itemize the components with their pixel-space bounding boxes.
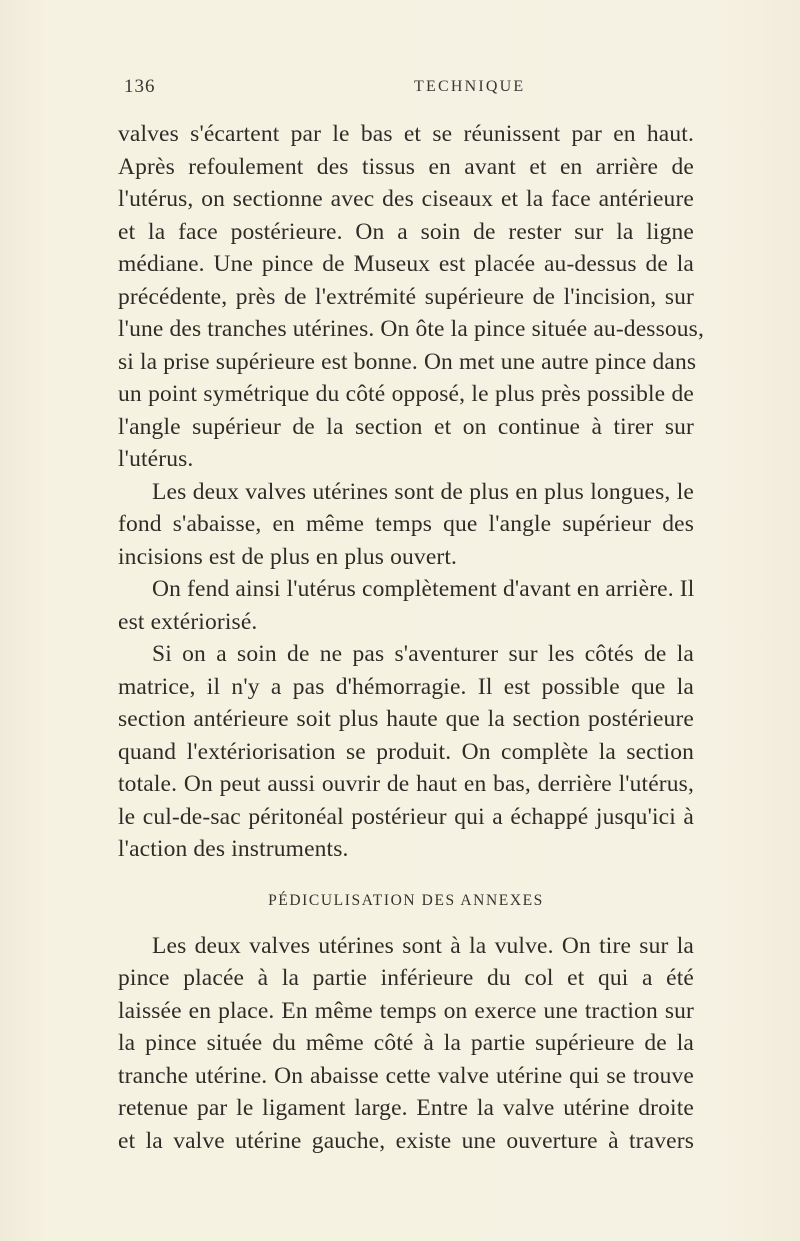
text-line: retenue par le ligament large. Entre la valve utérine droite: [118, 1095, 694, 1121]
text-line: et la face postérieure. On a soin de rester sur la ligne: [118, 218, 694, 245]
text-line: fond s'abaisse, en même temps que l'angle supérieur des: [118, 511, 694, 537]
text-line: Si on a soin de ne pas s'aventurer sur les côtés de la: [152, 641, 694, 667]
text-line: On fend ainsi l'utérus complètement d'avant en arrière. Il: [152, 576, 695, 602]
text-line: quand l'extériorisation se produit. On complète la section: [118, 738, 694, 765]
running-title: TECHNIQUE: [414, 78, 526, 95]
paragraph: [118, 930, 694, 1158]
text-line: valves s'écartent par le bas et se réunissent par en haut.: [118, 121, 694, 147]
text-line: matrice, il n'y a pas d'hémorragie. Il est possible que la: [118, 673, 694, 700]
text-line: totale. On peut aussi ouvrir de haut en bas, derrière l'utérus,: [118, 771, 694, 797]
body-text: [118, 118, 704, 1157]
text-line: Les deux valves utérines sont à la vulve. On tire sur la: [152, 932, 694, 959]
paragraph: [118, 573, 694, 638]
text-line: tranche utérine. On abaisse cette valve utérine qui se trouve: [118, 1062, 694, 1089]
text-line: si la prise supérieure est bonne. On met une autre pince dans: [118, 348, 697, 375]
text-line: l'utérus.: [118, 446, 194, 472]
text-line: l'utérus, on sectionne avec des ciseaux et la face antérieure: [118, 186, 694, 212]
text-line: section antérieure soit plus haute que la section postérieure: [118, 706, 694, 732]
text-line: et la valve utérine gauche, existe une ouverture à travers: [118, 1127, 694, 1154]
text-line: laissée en place. En même temps on exerce une traction sur: [118, 997, 694, 1024]
paragraph: [118, 476, 694, 574]
page-number: 136: [124, 76, 156, 97]
text-line: l'action des instruments.: [118, 836, 349, 862]
paragraph: [118, 638, 694, 866]
text-line: Les deux valves utérines sont de plus en plus longues, le: [152, 478, 694, 505]
text-line: précédente, près de l'extrémité supérieure de l'incision, sur: [118, 283, 694, 310]
text-line: pince placée à la partie inférieure du col et qui a été: [118, 965, 694, 991]
text-line: Après refoulement des tissus en avant et en arrière de: [118, 153, 694, 180]
text-line: médiane. Une pince de Museux est placée au-dessus de la: [118, 251, 694, 277]
text-line: la pince située du même côté à la partie supérieure de la: [118, 1030, 694, 1056]
text-line: l'une des tranches utérines. On ôte la pince située au-dessous,: [118, 316, 704, 342]
section-heading: PÉDICULISATION DES ANNEXES: [268, 891, 544, 909]
text-line: incisions est de plus en plus ouvert.: [118, 543, 458, 570]
text-line: un point symétrique du côté opposé, le plus près possible de: [118, 381, 694, 407]
text-line: est extériorisé.: [118, 608, 258, 635]
text-line: le cul-de-sac péritonéal postérieur qui a échappé jusqu'ici à: [118, 803, 694, 830]
page-header: [124, 76, 684, 102]
paragraph: [118, 118, 704, 476]
text-line: l'angle supérieur de la section et on continue à tirer sur: [118, 413, 694, 440]
